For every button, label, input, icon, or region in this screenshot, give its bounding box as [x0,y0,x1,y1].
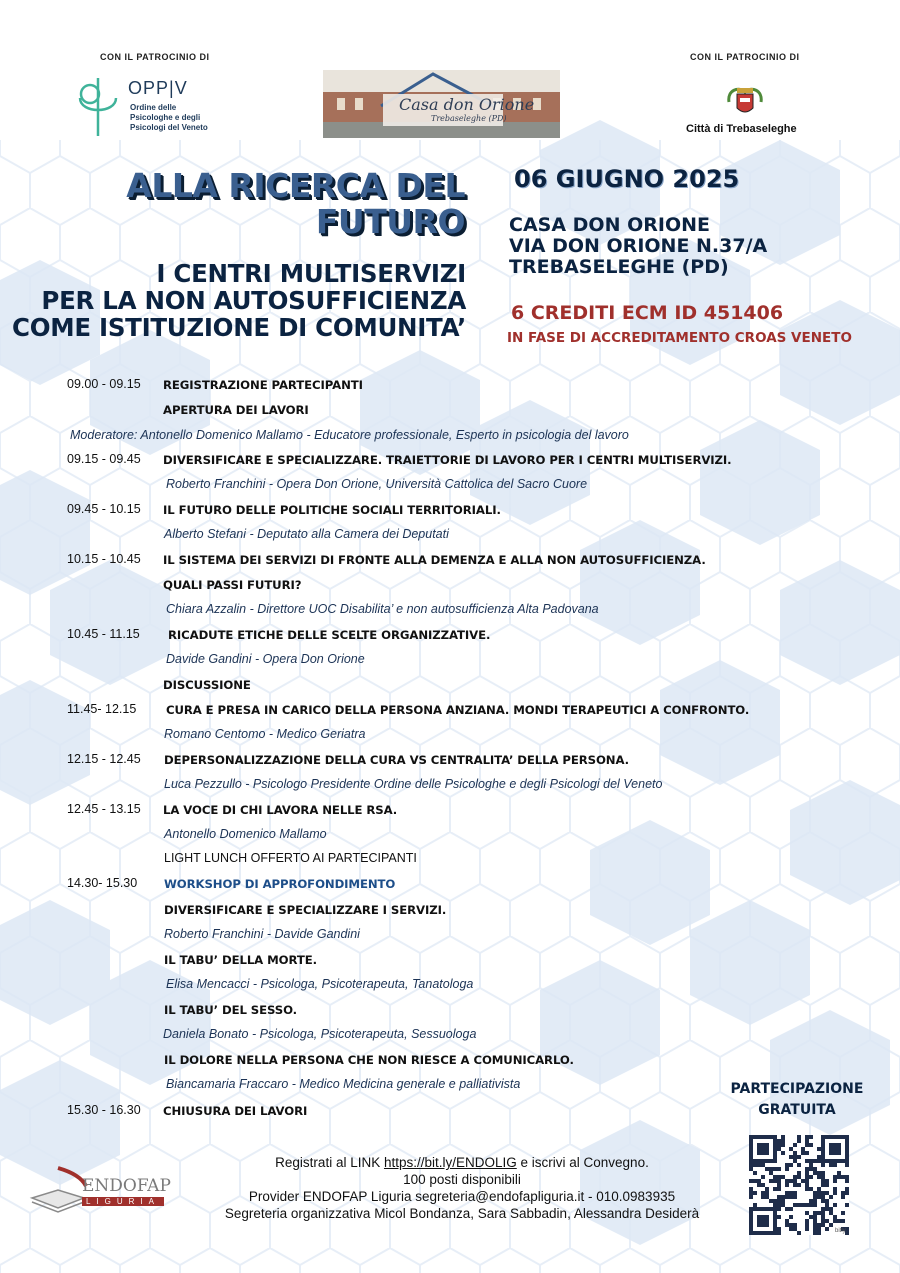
program-title: QUALI PASSI FUTURI? [163,578,302,592]
program-speaker: Moderatore: Antonello Domenico Mallamo - Educatore professionale, Esperto in psicologia del lavoro [70,428,629,442]
program-speaker: Elisa Mencacci - Psicologa, Psicoterapeuta, Tanatologa [166,977,474,991]
main-title-line-1: ALLA RICERCA DEL [126,166,465,205]
program-title: WORKSHOP DI APPROFONDIMENTO [164,877,396,891]
program-title: IL FUTURO DELLE POLITICHE SOCIALI TERRITORIALI. [163,503,501,517]
qr-code-graphic [749,1135,849,1235]
program-title: APERTURA DEI LAVORI [163,403,309,417]
footer-info [196,1154,728,1222]
subtitle-line-3: COME ISTITUZIONE DI COMUNITA’ [12,313,466,342]
oppv-sub-line-2: Psicologhe e degli [130,113,201,122]
main-title-line-2: FUTURO [315,202,465,241]
program-title: DIVERSIFICARE E SPECIALIZZARE I SERVIZI. [164,903,447,917]
program-speaker: Roberto Franchini - Opera Don Orione, Università Cattolica del Sacro Cuore [166,477,588,491]
program-speaker: Alberto Stefani - Deputato alla Camera dei Deputati [164,527,449,541]
program-speaker: Romano Centomo - Medico Geriatra [164,727,366,741]
program-speaker: Biancamaria Fraccaro - Medico Medicina generale e palliativista [166,1077,521,1091]
program-title: RICADUTE ETICHE DELLE SCELTE ORGANIZZATIVE. [168,628,491,642]
program-speaker: Davide Gandini - Opera Don Orione [166,652,365,666]
venue-line-1: CASA DON ORIONE [509,214,710,236]
program-time: 09.00 - 09.15 [67,377,141,391]
program-speaker: Luca Pezzullo - Psicologo Presidente Ordine delle Psicologhe e degli Psicologi del Veneto [164,777,663,791]
program-speaker: Roberto Franchini - Davide Gandini [164,927,360,941]
registration-link[interactable]: https://bit.ly/ENDOLIG [383,1155,517,1170]
program-speaker: Daniela Bonato - Psicologa, Psicoterapeuta, Sessuologa [163,1027,477,1041]
program-time: 12.45 - 13.15 [67,802,141,816]
endofap-logo [28,1160,178,1220]
program-title: DISCUSSIONE [163,678,251,692]
program-time: 10.15 - 10.45 [67,552,141,566]
casa-logo-subtitle: Trebaseleghe (PD) [431,114,507,123]
registration-suffix: e iscrivi al Convegno. [516,1155,649,1170]
organizing-secretariat: Segreteria organizzativa Micol Bondanza, Sara Sabbadin, Alessandra Desiderà [224,1206,700,1221]
patronage-label-left: CON IL PATROCINIO DI [100,52,210,62]
program-time: 09.45 - 10.15 [67,502,141,516]
registration-line [196,1154,728,1171]
qr-code[interactable] [749,1135,849,1235]
seats-available: 100 posti disponibili [403,1172,521,1187]
casa-logo-title: Casa don Orione [399,95,535,114]
program-note: LIGHT LUNCH OFFERTO AI PARTECIPANTI [164,851,417,865]
program-time: 12.15 - 12.45 [67,752,141,766]
patronage-label-right: CON IL PATROCINIO DI [690,52,800,62]
venue-line-2: VIA DON ORIONE N.37/A [509,235,768,257]
endofap-name: ENDOFAP [82,1176,171,1196]
program-title: LA VOCE DI CHI LAVORA NELLE RSA. [163,803,398,817]
endofap-liguria: LIGURIA [82,1197,164,1206]
venue-line-3: TREBASELEGHE (PD) [509,256,729,278]
program-title: IL TABU’ DEL SESSO. [164,1003,298,1017]
program-time: 11.45- 12.15 [67,702,137,716]
subtitle-line-1: I CENTRI MULTISERVIZI [156,259,466,288]
program-title: IL SISTEMA DEI SERVIZI DI FRONTE ALLA DEMENZA E ALLA NON AUTOSUFFICIENZA. [163,553,706,567]
subtitle-line-2: PER LA NON AUTOSUFFICIENZA [41,286,466,315]
program-time: 10.45 - 11.15 [67,627,140,641]
program-title: IL DOLORE NELLA PERSONA CHE NON RIESCE A COMUNICARLO. [164,1053,574,1067]
program-time: 15.30 - 16.30 [67,1103,141,1117]
registration-prefix: Registrati al LINK [275,1155,384,1170]
program-title: DEPERSONALIZZAZIONE DELLA CURA VS CENTRALITA’ DELLA PERSONA. [164,753,629,767]
program-title: REGISTRAZIONE PARTECIPANTI [163,378,363,392]
event-date: 06 GIUGNO 2025 [514,165,740,193]
program-speaker: Chiara Azzalin - Direttore UOC Disabilita’ e non autosufficienza Alta Padovana [166,602,599,616]
program-title: CHIUSURA DEI LAVORI [163,1104,308,1118]
endofap-book-icon [28,1164,88,1216]
oppv-sub-line-3: Psicologi del Veneto [130,123,208,132]
qr-caption: bitly [835,1228,846,1234]
provider-info: Provider ENDOFAP Liguria segreteria@endofapliguria.it - 010.0983935 [248,1189,676,1204]
program-title: CURA E PRESA IN CARICO DELLA PERSONA ANZIANA. MONDI TERAPEUTICI A CONFRONTO. [166,703,750,717]
oppv-sub-line-1: Ordine delle [130,103,177,112]
free-participation-line-1: PARTECIPAZIONE [730,1081,864,1097]
ecm-credits: 6 CREDITI ECM ID 451406 [511,302,784,324]
free-participation-line-2: GRATUITA [758,1102,836,1118]
program-title: IL TABU’ DELLA MORTE. [164,953,317,967]
city-name: Città di Trebaseleghe [686,123,797,135]
program-title: DIVERSIFICARE E SPECIALIZZARE. TRAIETTORIE DI LAVORO PER I CENTRI MULTISERVIZI. [163,453,732,467]
program-time: 09.15 - 09.45 [67,452,141,466]
oppv-name: OPP|V [128,78,188,98]
accreditation-status: IN FASE DI ACCREDITAMENTO CROAS VENETO [507,330,852,346]
free-participation [722,1079,872,1121]
program-speaker: Antonello Domenico Mallamo [164,827,327,841]
program-time: 14.30- 15.30 [67,876,138,890]
